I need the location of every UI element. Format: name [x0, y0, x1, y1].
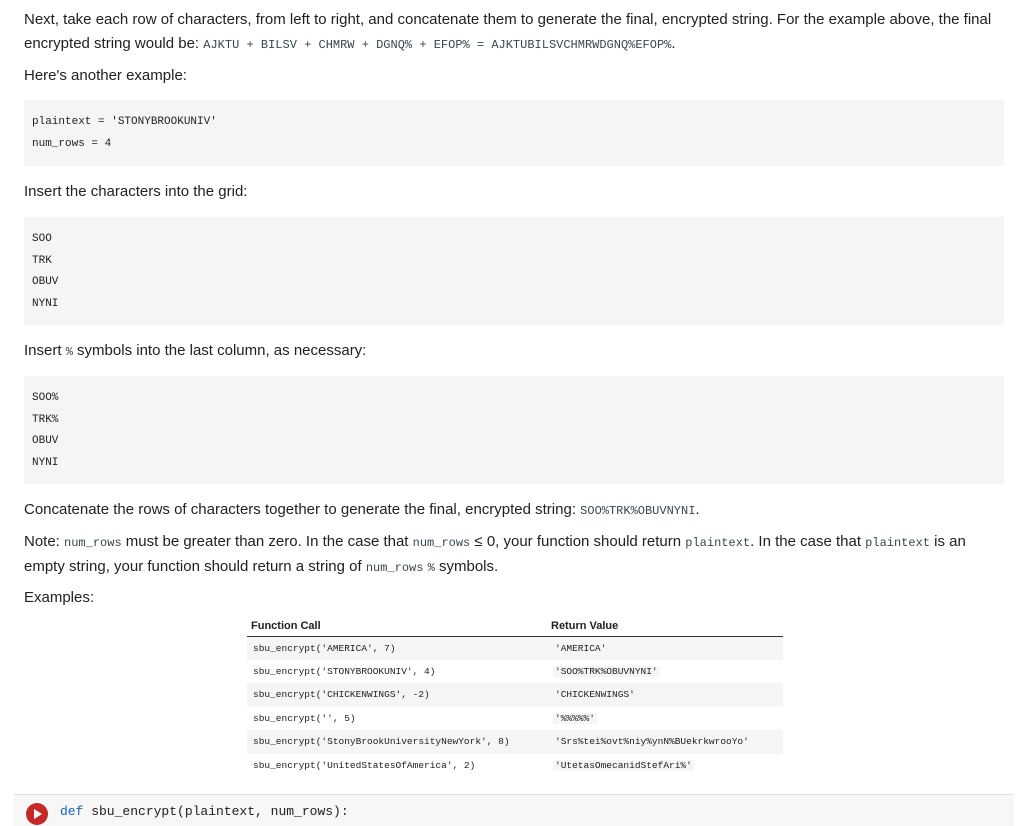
table-row [247, 730, 783, 754]
function-call-cell: sbu_encrypt('AMERICA', 7) [247, 636, 547, 660]
function-call-cell: sbu_encrypt('UnitedStatesOfAmerica', 2) [253, 759, 476, 771]
concat-paragraph: Concatenate the rows of characters together to generate the final, encrypted string: SOO%TRK%OBUVNYNI. [24, 501, 700, 518]
examples-table [247, 616, 783, 777]
return-value-cell: 'SOO%TRK%OBUVNYNI' [555, 665, 658, 677]
function-call-cell: sbu_encrypt('StonyBrookUniversityNewYork', 8) [247, 730, 547, 754]
code-line: NYNI [32, 297, 59, 310]
code-line: SOO% [32, 392, 59, 404]
note-paragraph: Note: num_rows must be greater than zero. In the case that num_rows ≤ 0, your function should return plaintext. In the case that plaintext is an empty string, your function should return a string of num_rows % symbols. [24, 533, 966, 575]
return-value-cell: 'Srs%tei%ovt%niy%ynN%BUekrkwrooYo' [547, 730, 783, 754]
function-call-cell: sbu_encrypt('', 5) [253, 712, 356, 724]
header-return-value: Return Value [547, 616, 783, 636]
code-line: TRK [32, 254, 52, 267]
table-row [247, 683, 783, 707]
code-line: OBUV [32, 276, 59, 288]
insert-grid-label: Insert the characters into the grid: [24, 183, 248, 200]
code-line: NYNI [32, 456, 59, 469]
keyword-def: def [60, 804, 84, 819]
another-example-label: Here's another example: [24, 67, 187, 84]
inline-code-example-concat: AJKTU + BILSV + CHMRW + DGNQ% + EFOP% = AJKTUBILSVCHMRWDGNQ%EFOP% [203, 38, 672, 52]
table-header-row [247, 616, 783, 636]
code-line: SOO [32, 233, 52, 245]
examples-label: Examples: [24, 589, 95, 606]
code-editor-line[interactable]: def sbu_encrypt(plaintext, num_rows): [60, 804, 349, 819]
return-value-cell: 'CHICKENWINGS' [547, 683, 783, 707]
play-circle-icon[interactable] [26, 803, 48, 825]
insert-symbols-label: Insert % symbols into the last column, as necessary: [24, 342, 367, 359]
inline-code-result: SOO%TRK%OBUVNYNI [580, 504, 696, 518]
intro-paragraph: Next, take each row of characters, from left to right, and concatenate them to generate the final, encrypted string. For the example above, the final encrypted string would be: AJKTU + BILSV + CHMRW + DGNQ% + EFOP% = AJKTUBILSVCHMRWDGNQ%EFOP%. [24, 11, 992, 52]
function-call-cell: sbu_encrypt('CHICKENWINGS', -2) [247, 683, 547, 707]
code-line: OBUV [32, 435, 59, 447]
function-call-cell: sbu_encrypt('STONYBROOKUNIV', 4) [253, 665, 436, 677]
return-value-cell: '%%%%%' [555, 712, 595, 724]
table-row [247, 754, 783, 778]
return-value-cell: 'UtetasOmecanidStefAri%' [555, 759, 692, 771]
code-block-grid-padded [24, 376, 1004, 484]
code-cell[interactable] [14, 794, 1014, 826]
code-block-input [24, 100, 1004, 166]
inline-code-percent: % [65, 345, 73, 359]
table-row [247, 707, 783, 731]
code-line: plaintext = 'STONYBROOKUNIV' [32, 116, 217, 128]
code-line: num_rows = 4 [32, 137, 112, 150]
header-function-call: Function Call [247, 616, 547, 636]
code-block-grid [24, 217, 1004, 325]
code-line: TRK% [32, 413, 59, 426]
table-row [247, 636, 783, 660]
return-value-cell: 'AMERICA' [547, 636, 783, 660]
table-row [247, 660, 783, 684]
